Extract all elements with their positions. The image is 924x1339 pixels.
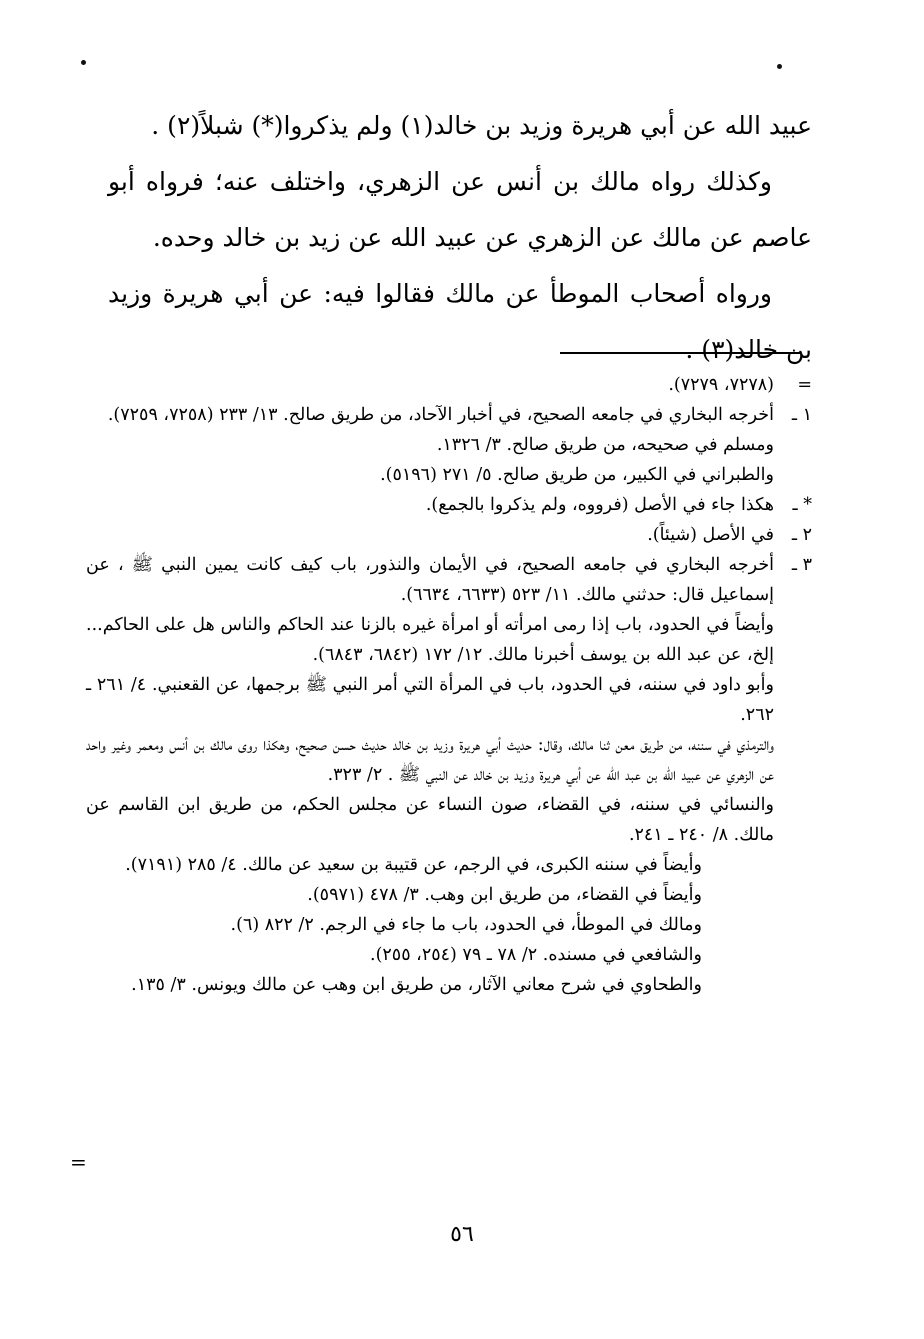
footnote-text: في الأصل (شيئاً). xyxy=(647,525,774,545)
footnote-text: والطحاوي في شرح معاني الآثار، من طريق ابن وهب عن مالك ويونس. ٣/ ١٣٥. xyxy=(131,975,702,995)
footnote-3-cont xyxy=(86,610,812,670)
footnote-text: ومسلم في صحيحه، من طريق صالح. ٣/ ١٣٢٦. xyxy=(436,435,774,455)
top-left-dot xyxy=(81,60,86,65)
footnotes xyxy=(86,370,812,1000)
footnote-text: وأيضاً في سننه الكبرى، في الرجم، عن قتيبة بن سعيد عن مالك. ٤/ ٢٨٥ (٧١٩١). xyxy=(125,855,702,875)
continuation-mark: = xyxy=(70,1150,87,1174)
footnote-text: أخرجه البخاري في جامعه الصحيح، في الأيمان والنذور، باب كيف كانت يمين النبي ﷺ ، عن إسماعيل قال: حدثني مالك. ١١/ ٥٢٣ (٦٦٣٣، ٦٦٣٤). xyxy=(86,555,774,605)
main-paragraph-3: ورواه أصحاب الموطأ عن مالك فقالوا فيه: عن أبي هريرة وزيد بن خالد(٣) . xyxy=(108,279,812,364)
footnote-text: هكذا جاء في الأصل (فرووه، ولم يذكروا بالجمع). xyxy=(425,495,774,515)
footnote-1-cont xyxy=(86,430,812,460)
footnote-1 xyxy=(86,400,812,430)
footnote-text: وأيضاً في القضاء، من طريق ابن وهب. ٣/ ٤٧٨ (٥٩٧١). xyxy=(307,885,702,905)
footnote-3 xyxy=(86,550,812,610)
footnote-text: ومالك في الموطأ، في الحدود، باب ما جاء في الرجم. ٢/ ٨٢٢ (٦). xyxy=(230,915,702,935)
footnote-3-cont xyxy=(86,850,812,880)
footnote-3-cont xyxy=(86,910,812,940)
footnote-text: وأيضاً في الحدود، باب إذا رمى امرأته أو امرأة غيره بالزنا عند الحاكم والناس هل على الحاكم... إلخ، عن عبد الله بن يوسف أخبرنا مالك. ١٢/ ١٧٢ (٦٨٤٢، ٦٨٤٣). xyxy=(86,615,774,665)
footnote-continuation xyxy=(86,370,812,400)
footnote-text: (٧٢٧٨، ٧٢٧٩). xyxy=(668,375,774,395)
footnote-separator xyxy=(560,352,800,354)
page-number: ٥٦ xyxy=(450,1222,474,1247)
footnote-text: والطبراني في الكبير، من طريق صالح. ٥/ ٢٧١ (٥١٩٦). xyxy=(380,465,774,485)
main-text xyxy=(108,98,812,378)
footnote-marker: = xyxy=(797,375,812,395)
footnote-text: أخرجه البخاري في جامعه الصحيح، في أخبار الآحاد، من طريق صالح. ١٣/ ٢٣٣ (٧٢٥٨، ٧٢٥٩). xyxy=(107,405,774,425)
footnote-text: وأبو داود في سننه، في الحدود، باب في المرأة التي أمر النبي ﷺ برجمها، عن القعنبي. ٤/ ٢٦١ ـ ٢٦٢. xyxy=(86,675,774,725)
footnote-3-cont xyxy=(86,730,812,790)
footnote-marker: ٢ ـ xyxy=(791,525,812,545)
footnote-marker: ١ ـ xyxy=(791,405,812,425)
footnote-3-cont xyxy=(86,880,812,910)
footnote-3-cont xyxy=(86,790,812,850)
main-paragraph-1: عبيد الله عن أبي هريرة وزيد بن خالد(١) ولم يذكروا(*) شبلاً(٢) . xyxy=(151,111,812,140)
footnote-3-cont xyxy=(86,940,812,970)
footnote-marker: * ـ xyxy=(792,495,812,515)
footnote-1-cont xyxy=(86,460,812,490)
footnote-star xyxy=(86,490,812,520)
footnote-text: والنسائي في سننه، في القضاء، صون النساء عن مجلس الحكم، من طريق ابن القاسم عن مالك. ٨/ ٢٤٠ ـ ٢٤١. xyxy=(86,795,774,845)
main-paragraph-2: وكذلك رواه مالك بن أنس عن الزهري، واختلف عنه؛ فرواه أبو عاصم عن مالك عن الزهري عن عبيد الله عن زيد بن خالد وحده. xyxy=(108,167,812,252)
footnote-3-cont xyxy=(86,670,812,730)
footnote-2 xyxy=(86,520,812,550)
footnote-text: والترمذي في سننه، من طريق معن ثنا مالك، وقال: حديث أبي هريرة وزيد بن خالد حديث حسن صحيح، وهكذا روى مالك بن أنس ومعمر وغير واحد عن الزهري عن عبيد الله بن عبد الله عن أبي هريرة وزيد بن خالد عن النبي ﷺ . ٢/ ٣٢٣. xyxy=(86,735,774,785)
footnote-text: والشافعي في مسنده. ٢/ ٧٨ ـ ٧٩ (٢٥٤، ٢٥٥). xyxy=(370,945,702,965)
top-right-dot xyxy=(777,64,782,69)
footnote-3-cont xyxy=(86,970,812,1000)
footnote-marker: ٣ ـ xyxy=(791,555,812,575)
